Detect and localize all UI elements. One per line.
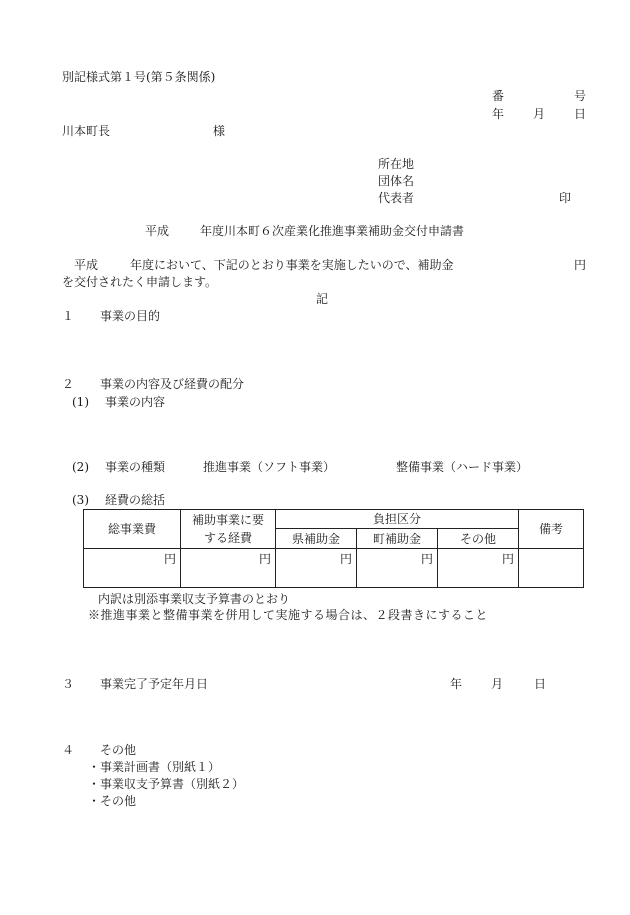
- project-type-soft: 推進事業（ソフト事業）: [203, 460, 336, 474]
- header-remarks: 備考: [519, 510, 584, 549]
- date-day-label: 日: [574, 107, 587, 121]
- list-item: ・事業収支予算書（別紙２）: [88, 777, 245, 791]
- section2-title: 事業の内容及び経費の配分: [100, 377, 245, 391]
- section3-num: ３: [62, 677, 75, 691]
- list-item: ・事業計画書（別紙１）: [88, 760, 221, 774]
- section3-title: 事業完了予定年月日: [100, 677, 209, 691]
- completion-month-label: 月: [491, 677, 504, 691]
- section4-title: その他: [100, 743, 137, 757]
- header-burden: 負担区分: [276, 510, 519, 529]
- cell-required-yen: 円: [181, 549, 276, 588]
- document-title: 年度川本町６次産業化推進事業補助金交付申請書: [200, 224, 465, 238]
- header-town-subsidy: 町補助金: [357, 529, 438, 549]
- section1-title: 事業の目的: [100, 309, 161, 323]
- header-required-cost-line1: 補助事業に要: [191, 513, 264, 527]
- header-required-cost: [181, 510, 276, 549]
- section2-num: ２: [62, 377, 75, 391]
- ki-mark: 記: [316, 292, 329, 306]
- sub3-num: (3): [72, 493, 89, 507]
- addressee: 川本町長: [62, 124, 111, 138]
- number-go-label: 号: [574, 89, 587, 103]
- header-total-cost: 総事業費: [84, 510, 181, 549]
- header-pref-subsidy: 県補助金: [276, 529, 357, 549]
- sub3-title: 経費の総括: [105, 493, 166, 507]
- body-era: 平成: [74, 258, 99, 272]
- header-other: その他: [438, 529, 519, 549]
- section4-num: ４: [62, 743, 75, 757]
- cost-summary-table: [83, 509, 584, 588]
- cell-pref-yen: 円: [276, 549, 357, 588]
- date-month-label: 月: [533, 107, 546, 121]
- org-name-label: 団体名: [378, 174, 415, 188]
- header-required-cost-line2: する経費: [203, 531, 252, 545]
- sub1-title: 事業の内容: [105, 395, 166, 409]
- body-yen: 円: [574, 258, 587, 272]
- note-combined: ※推進事業と整備事業を併用して実施する場合は、２段書きにすること: [88, 608, 489, 622]
- sub2-title: 事業の種類: [105, 460, 166, 474]
- address-label: 所在地: [378, 157, 415, 171]
- form-id: 別記様式第１号(第５条関係): [62, 70, 216, 84]
- number-ban-label: 番: [492, 89, 505, 103]
- body-line-1: 年度において、下記のとおり事業を実施したいので、補助金: [130, 258, 454, 272]
- cell-other-yen: 円: [438, 549, 519, 588]
- completion-day-label: 日: [534, 677, 547, 691]
- cell-town-yen: 円: [357, 549, 438, 588]
- project-type-hard: 整備事業（ハード事業）: [396, 460, 529, 474]
- addressee-suffix: 様: [213, 124, 226, 138]
- cell-total-yen: 円: [84, 549, 181, 588]
- sub2-num: (2): [72, 460, 89, 474]
- section1-num: １: [62, 309, 75, 323]
- body-line-2: を交付されたく申請します。: [62, 275, 218, 289]
- seal-label: 印: [559, 191, 572, 205]
- note-breakdown: 内訳は別添事業収支予算書のとおり: [98, 592, 291, 606]
- sub1-num: (1): [72, 395, 89, 409]
- representative-label: 代表者: [378, 191, 415, 205]
- list-item: ・その他: [88, 794, 137, 808]
- date-year-label: 年: [492, 107, 505, 121]
- cell-remarks: [519, 549, 584, 588]
- completion-year-label: 年: [450, 677, 463, 691]
- title-era: 平成: [145, 224, 170, 238]
